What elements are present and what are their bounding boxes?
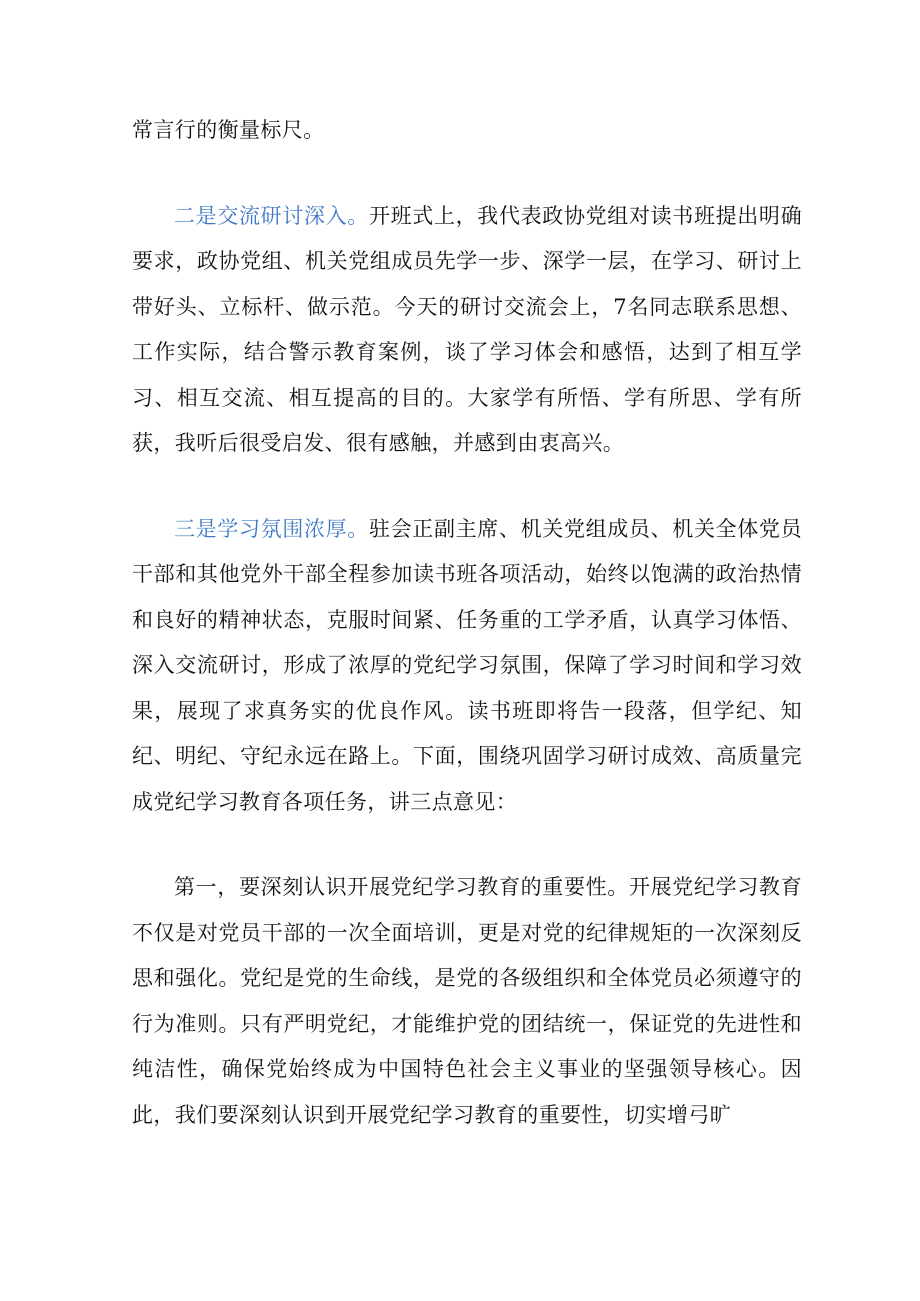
- paragraph-lead-heading: 二是交流研讨深入。: [174, 203, 369, 228]
- paragraph-body: 开班式上，我代表政协党组对读书班提出明确要求，政协党组、机关党组成员先学一步、深学一层，在学习、研讨上带好头、立标杆、做示范。今天的研讨交流会上，7名同志联系思想、工作实际，结合警示教育案例，谈了学习体会和感悟，达到了相互学习、相互交流、相互提高的目的。大家学有所悟、学有所思、学有所获，我听后很受启发、很有感触，并感到由衷高兴。: [132, 203, 802, 455]
- paragraph-body: 第一，要深刻认识开展党纪学习教育的重要性。开展党纪学习教育不仅是对党员干部的一次全面培训，更是对党的纪律规矩的一次深刻反思和强化。党纪是党的生命线，是党的各级组织和全体党员必须遵守的行为准则。只有严明党纪，才能维护党的团结统一，保证党的先进性和纯洁性，确保党始终成为中国特色社会主义事业的坚强领导核心。因此，我们要深刻认识到开展党纪学习教育的重要性，切实增弓旷: [132, 875, 802, 1127]
- paragraph-exchange-discussion: [132, 194, 802, 467]
- paragraph-body: 驻会正副主席、机关党组成员、机关全体党员干部和其他党外干部全程参加读书班各项活动，始终以饱满的政治热情和良好的精神状态，克服时间紧、任务重的工学矛盾，认真学习体悟、深入交流研讨，形成了浓厚的党纪学习氛围，保障了学习时间和学习效果，展现了求真务实的优良作风。读书班即将告一段落，但学纪、知纪、明纪、守纪永远在路上。下面，围绕巩固学习研讨成效、高质量完成党纪学习教育各项任务，讲三点意见：: [132, 516, 802, 814]
- paragraph-point-one: [132, 865, 802, 1138]
- paragraph-lead-heading: 三是学习氛围浓厚。: [174, 516, 369, 541]
- paragraph-body: 常言行的衡量标尺。: [132, 118, 325, 142]
- paragraph-study-atmosphere: [132, 507, 802, 826]
- paragraph-continuation: [132, 108, 802, 154]
